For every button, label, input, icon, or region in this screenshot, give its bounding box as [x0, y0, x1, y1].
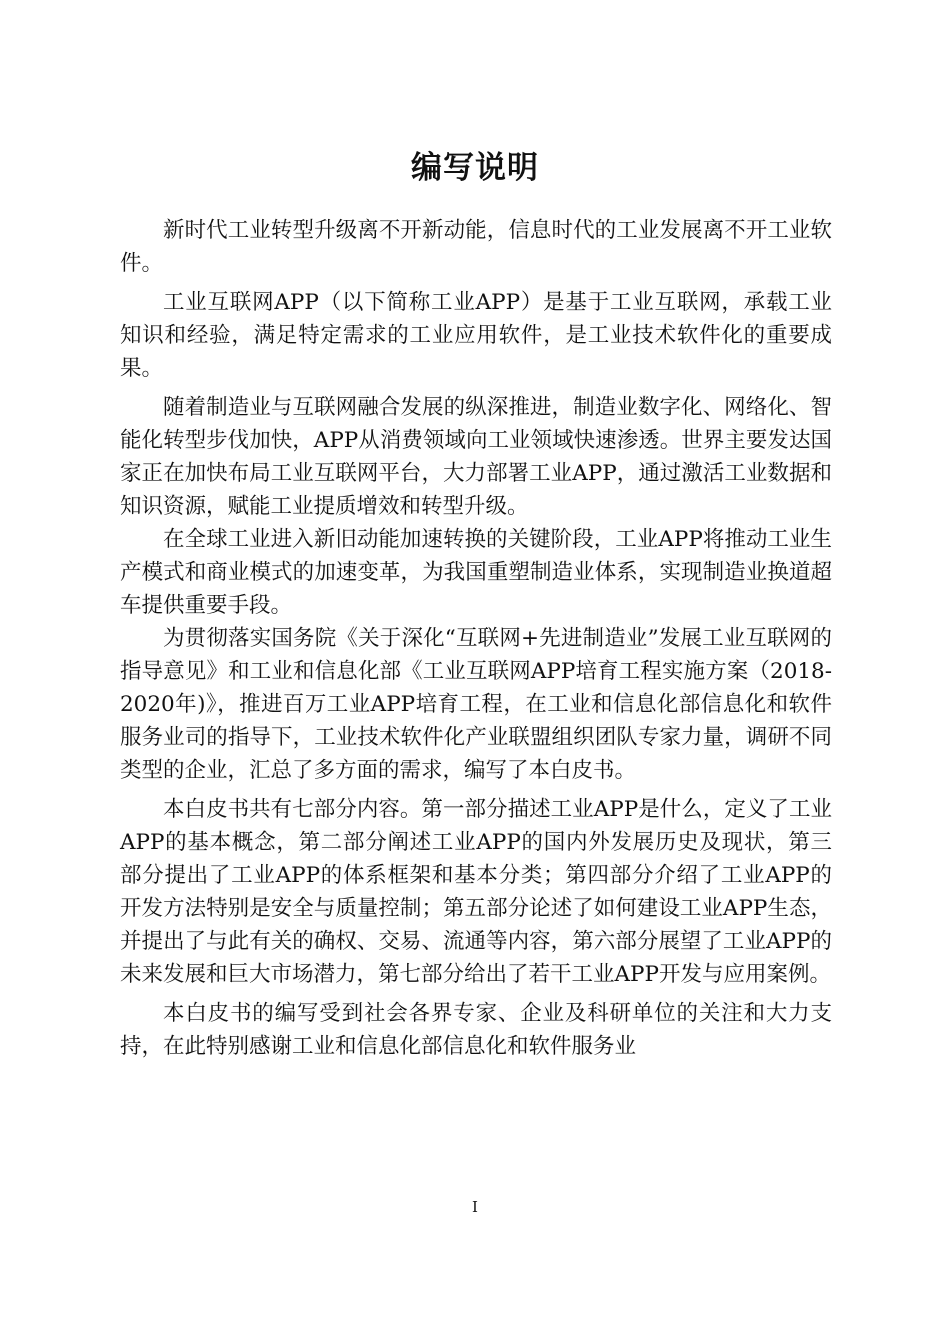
paragraph-7: 本白皮书的编写受到社会各界专家、企业及科研单位的关注和大力支持，在此特别感谢工业和信息化部信息化和软件服务业: [120, 1001, 832, 1059]
paragraph-5: 为贯彻落实国务院《关于深化“互联网+先进制造业”发展工业互联网的指导意见》和工业和信息化部《工业互联网APP培育工程实施方案（2018-2020年)》，推进百万工业APP培育工程，在工业和信息化部信息化和软件服务业司的指导下，工业技术软件化产业联盟组织团队专家力量，调研不同类型的企业，汇总了多方面的需求，编写了本白皮书。: [120, 626, 832, 783]
paragraph-4: 在全球工业进入新旧动能加速转换的关键阶段，工业APP将推动工业生产模式和商业模式的加速变革，为我国重塑制造业体系，实现制造业换道超车提供重要手段。: [120, 527, 832, 618]
page-number: I: [472, 1198, 478, 1216]
paragraph-1: 新时代工业转型升级离不开新动能，信息时代的工业发展离不开工业软件。: [120, 218, 832, 276]
page-title: 编写说明: [411, 150, 539, 186]
paragraph-6: 本白皮书共有七部分内容。第一部分描述工业APP是什么，定义了工业APP的基本概念，第二部分阐述工业APP的国内外发展历史及现状，第三部分提出了工业APP的体系框架和基本分类；第四部分介绍了工业APP的开发方法特别是安全与质量控制；第五部分论述了如何建设工业APP生态，并提出了与此有关的确权、交易、流通等内容，第六部分展望了工业APP的未来发展和巨大市场潜力，第七部分给出了若干工业APP开发与应用案例。: [120, 797, 832, 987]
paragraph-2: 工业互联网APP（以下简称工业APP）是基于工业互联网，承载工业知识和经验，满足特定需求的工业应用软件，是工业技术软件化的重要成果。: [120, 290, 832, 381]
document-body: [120, 214, 832, 1063]
paragraph-3: 随着制造业与互联网融合发展的纵深推进，制造业数字化、网络化、智能化转型步伐加快，APP从消费领域向工业领域快速渗透。世界主要发达国家正在加快布局工业互联网平台，大力部署工业APP，通过激活工业数据和知识资源，赋能工业提质增效和转型升级。: [120, 395, 832, 519]
